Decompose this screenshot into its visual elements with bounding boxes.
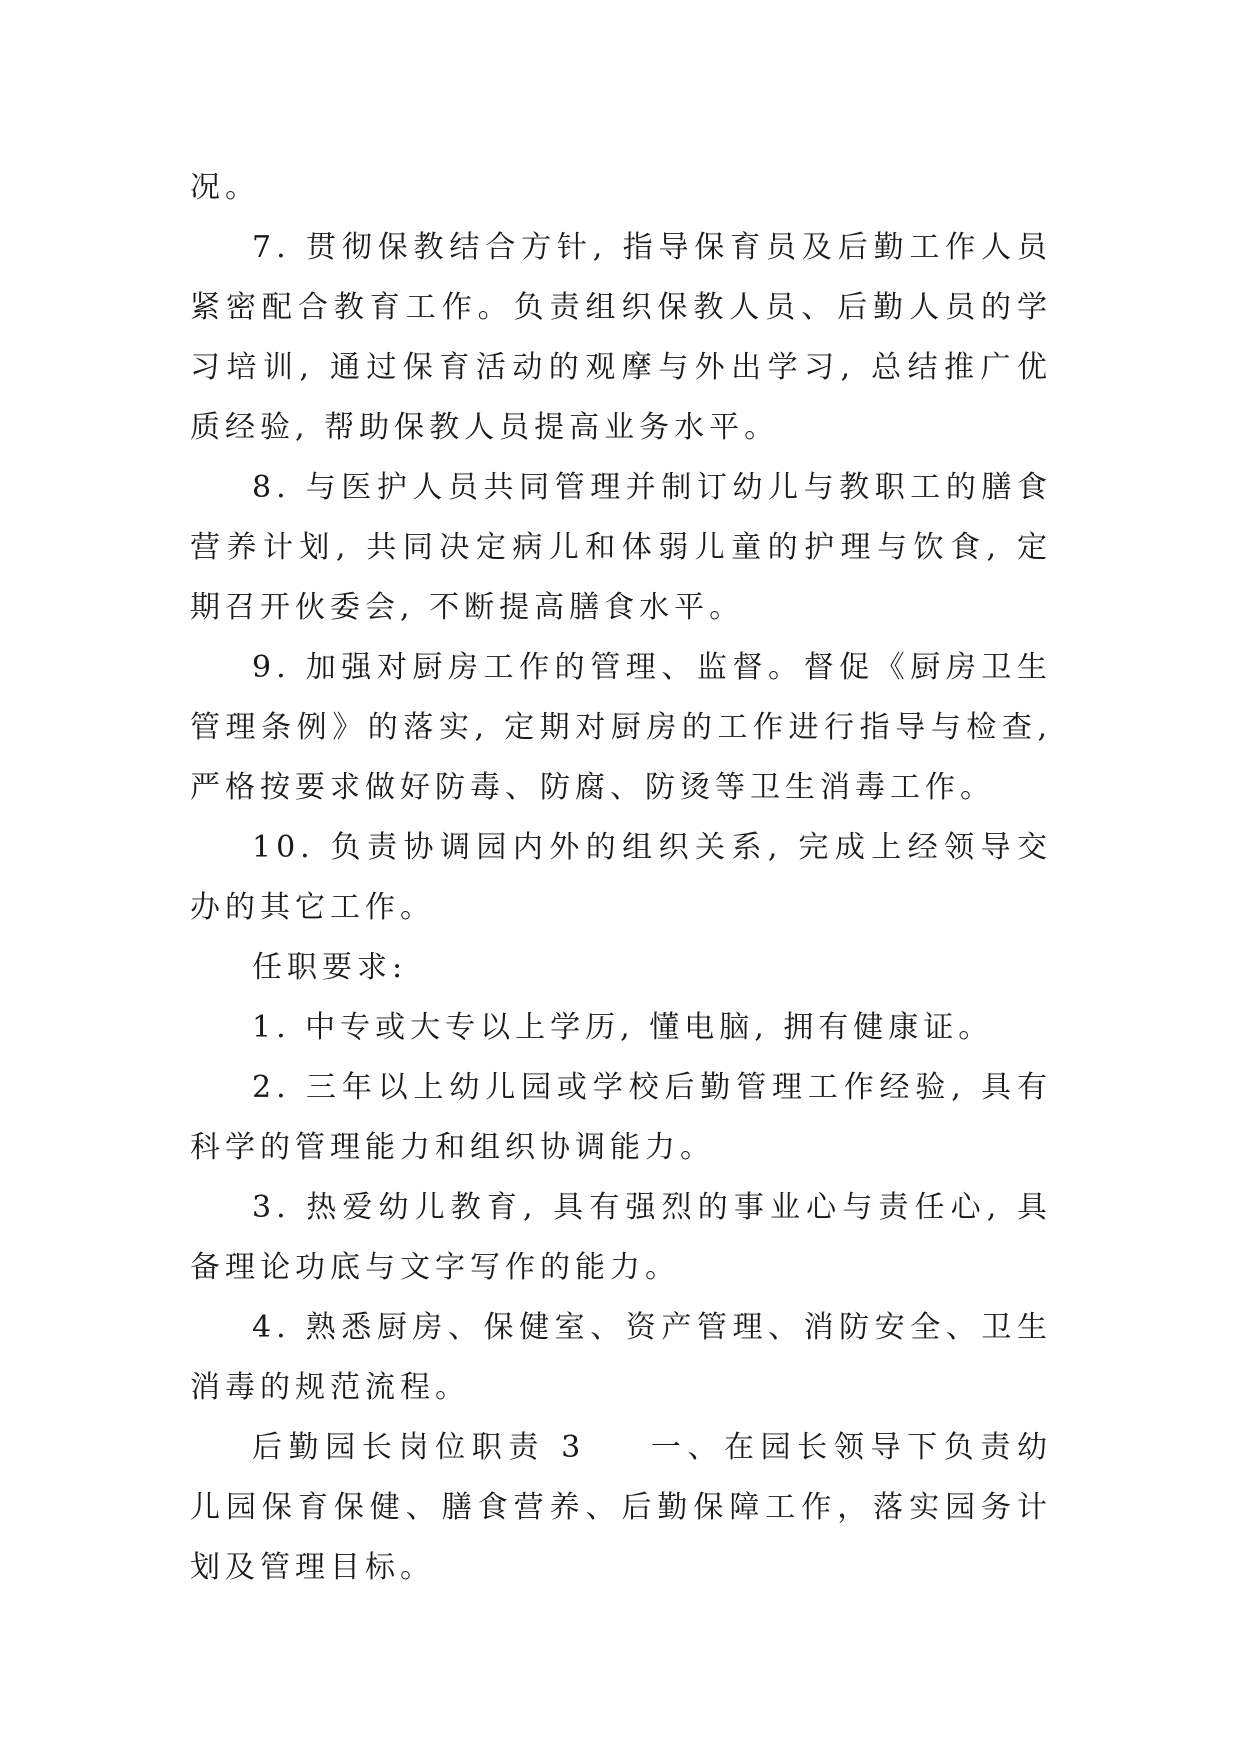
section-3-paragraph bbox=[190, 1418, 1052, 1598]
section-3-title: 后勤园长岗位职责 3 bbox=[252, 1430, 586, 1465]
paragraph-item-9: 9. 加强对厨房工作的管理、监督。督促《厨房卫生管理条例》的落实, 定期对厨房的工作进行指导与检查, 严格按要求做好防毒、防腐、防烫等卫生消毒工作。 bbox=[190, 650, 1052, 805]
paragraph-item-10: 10. 负责协调园内外的组织关系, 完成上经领导交办的其它工作。 bbox=[190, 830, 1052, 925]
requirements-heading: 任职要求: bbox=[252, 950, 408, 985]
requirement-item-3: 3. 热爱幼儿教育, 具有强烈的事业心与责任心, 具备理论功底与文字写作的能力。 bbox=[190, 1190, 1052, 1285]
section-3-body: 一、在园长领导下负责幼儿园保育保健、膳食营养、后勤保障工作，落实园务计划及管理目标。 bbox=[190, 1430, 1053, 1585]
paragraph-item-8: 8. 与医护人员共同管理并制订幼儿与教职工的膳食营养计划, 共同决定病儿和体弱儿童的护理与饮食, 定期召开伙委会, 不断提高膳食水平。 bbox=[190, 470, 1052, 625]
requirement-item-2: 2. 三年以上幼儿园或学校后勤管理工作经验, 具有科学的管理能力和组织协调能力。 bbox=[190, 1070, 1052, 1165]
paragraph-continuation: 况。 bbox=[190, 170, 260, 205]
requirement-item-4: 4. 熟悉厨房、保健室、资产管理、消防安全、卫生消毒的规范流程。 bbox=[190, 1310, 1052, 1405]
requirement-item-1: 1. 中专或大专以上学历, 懂电脑, 拥有健康证。 bbox=[252, 1010, 994, 1045]
document-body bbox=[190, 158, 1052, 1598]
paragraph-item-7: 7. 贯彻保教结合方针, 指导保育员及后勤工作人员紧密配合教育工作。负责组织保教人员、后勤人员的学习培训, 通过保育活动的观摩与外出学习, 总结推广优质经验, 帮助保教人员提高业务水平。 bbox=[190, 230, 1052, 445]
